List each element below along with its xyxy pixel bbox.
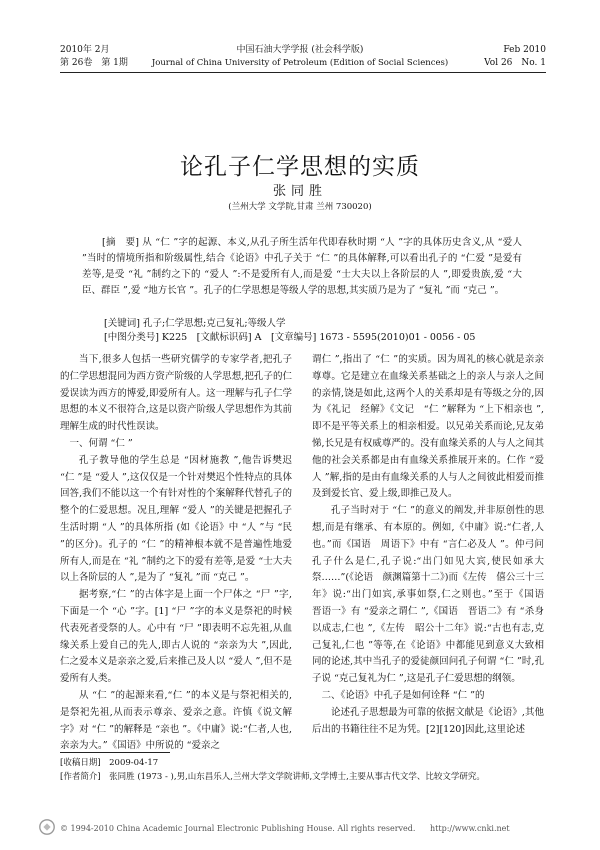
- footnote-author: [作者简介] 张同胜 (1973 - ),男,山东昌乐人,兰州大学文学院讲师,文学博士,主要从事古代文学、比较文学研究。: [60, 772, 485, 782]
- body-paragraph: 从 “仁 ”的起源来看,“仁 ”的本义是与祭祀相关的,是祭祀先祖,从而表示尊亲、爱亲之意。许慎《说文解字》对 “仁 ”的解释是 “亲也 ”。《中庸》说:“仁者,人也,亲亲为大。”《国语》中所说的 “爱亲之: [60, 689, 292, 752]
- body-paragraph: 谓仁 ”,指出了 “仁 ”的实质。因为周礼的核心就是亲亲尊尊。它是建立在血缘关系基础之上的亲人与亲人之间的亲情,饶是如此,这两个人的关系却是有等级之分的,因为《礼记 经解》《文记 “仁 ”解释为 “上下相亲也 ”,即不是平等关系上的相亲相爱。以兄弟关系而论,兄友弟悌,长兄是有权威尊严的。没有血缘关系的人与人之间其他的社会关系都是由有血缘关系推展开来的。仁作 “爱人 ”解,指的是由有血缘关系的人与人之间彼此相爱而推及到爱长官、爱上级,即推己及人。: [312, 354, 544, 500]
- body-paragraph: 据考察,“仁 ”的古体字是上面一个尸体之 “尸 ”字,下面是一个 “心 ”字。[1] “尸 ”字的本义是祭祀的时候代表死者受祭的人。心中有 “尸 ”即表明不忘先祖,从血缘关系上爱自己的先人,即古人说的 “亲亲为大 ”,因此,仁之爱本义是亲亲之爱,后来推己及人以 “爱人 ”,但不是爱所有人类。: [60, 589, 292, 685]
- header-rule: [60, 72, 546, 73]
- header-date-cn: 2010年 2月: [60, 45, 110, 55]
- section-heading: 一、何谓 “仁 ”: [69, 437, 133, 449]
- body-paragraph: 当下,很多人包括一些研究儒学的专家学者,把孔子的仁学思想混同为西方资产阶级的人学思想,把孔子的仁爱误读为西方的博爱,即爱所有人。这一理解与孔子仁学思想的本义不很符合,这是以资产阶级人学思想作为其前理解生成的时代性误读。: [60, 354, 292, 433]
- header-volume-cn: 第 26卷 第 1期: [60, 58, 128, 68]
- footer-url[interactable]: http://www.cnki.net: [430, 824, 510, 833]
- body-paragraph: 孔子教导他的学生总是 “因材施教 ”,他告诉樊迟 “仁 ”是 “爱人 ”,这仅仅是一个针对樊迟个性特点的具体回答,我们不能以这一个有针对性的个案解释代替孔子的整个的仁爱思想。况且,理解 “爱人 ”的关键是把握孔子生活时期 “人 ”的具体所指 (如《论语》中 “人 ”与 “民 ”的区分)。孔子的 “仁 ”的精神根本就不是普遍性地爱所有人,而是在 “礼 ”制约之下的爱有差等,是爱 “士大夫以上各阶层的人 ”,是为了 “复礼 ”而 “克己 ”。: [60, 454, 292, 584]
- body-paragraph: 论述孔子思想最为可靠的依据文献是《论语》,其他后出的书籍往往不足为凭。[2][120]因此,这里论述: [312, 706, 544, 735]
- header-journal-en: Journal of China University of Petroleum (Edition of Social Sciences): [151, 58, 449, 68]
- body-left-column: [60, 352, 292, 755]
- article-affiliation: (兰州大学 文学院,甘肃 兰州 730020): [228, 202, 372, 212]
- abstract-text: 从 “仁 ”字的起源、本义,从孔子所生活年代即春秋时期 “人 ”字的具体历史含义,从 “爱人 ”当时的情境所指和阶级属性,结合《论语》中孔子关于 “仁 ”的具体解释,可以看出孔子的 “仁爱 ”是爱有差等,是受 “礼 ”制约之下的 “爱人 ”:不是爱所有人,而是爱 “士大夫以上各阶层的人 ”,即爱贵族,爱 “大臣、群臣 ”,爱 “地方长官 ”。孔子的仁学思想是等级人学的思想,其实质乃是为了 “复礼 ”而 “克己 ”。: [82, 237, 522, 296]
- abstract: [82, 235, 522, 299]
- footnote-received: [收稿日期] 2009-04-17: [60, 758, 159, 768]
- body-paragraph: 孔子当时对于 “仁 ”的意义的阐发,并非原创性的思想,而是有继承、有本原的。例如,《中庸》说:“仁者,人也。”而《国语 周语下》中有 “言仁必及人 ”。仲弓问孔子什么是仁,孔子说:“出门如见大宾,使民如承大祭……”(《论语 颜渊篇第十二》)而《左传 僖公三十三年》说:“出门如宾,承事如祭,仁之则也。”至于《国语 晋语一》有 “爱亲之谓仁 ”,《国语 晋语二》有 “杀身以成志,仁也 ”,《左传 昭公十二年》说:“古也有志,克己复礼,仁也 ”等等,在《论语》中都能见到意义大致相同的论述,其中当孔子的爱徒颜回问孔子何谓 “仁 ”时,孔子说 “克己复礼为仁 ”,这是孔子仁爱思想的纲领。: [312, 505, 554, 685]
- keywords-label: [关键词]: [104, 318, 140, 329]
- keywords: [104, 317, 286, 330]
- footnote-rule: [60, 752, 170, 753]
- abstract-label: [摘 要]: [102, 237, 139, 248]
- body-right-column: [312, 352, 554, 738]
- classification: [中图分类号] K225 [文献标识码] A [文章编号] 1673 - 5595(2010)01 - 0056 - 05: [104, 332, 476, 343]
- article-author: 张同胜: [272, 184, 327, 199]
- section-heading: 二、《论语》中孔子是如何诠释 “仁 ”的: [321, 689, 485, 701]
- header-journal-cn: 中国石油大学学报 (社会科学版): [236, 45, 364, 55]
- footer-copyright-text: © 1994-2010 China Academic Journal Electronic Publishing House. All rights reserved.: [60, 824, 416, 833]
- cnki-logo-icon: [38, 818, 56, 836]
- article-title: 论孔子仁学思想的实质: [180, 154, 420, 180]
- keywords-text: 孔子;仁学思想;克己复礼;等级人学: [142, 318, 286, 329]
- header-date-en: Feb 2010: [503, 45, 546, 55]
- header-volume-en: Vol 26 No. 1: [484, 58, 546, 68]
- footer-copyright: [60, 824, 510, 833]
